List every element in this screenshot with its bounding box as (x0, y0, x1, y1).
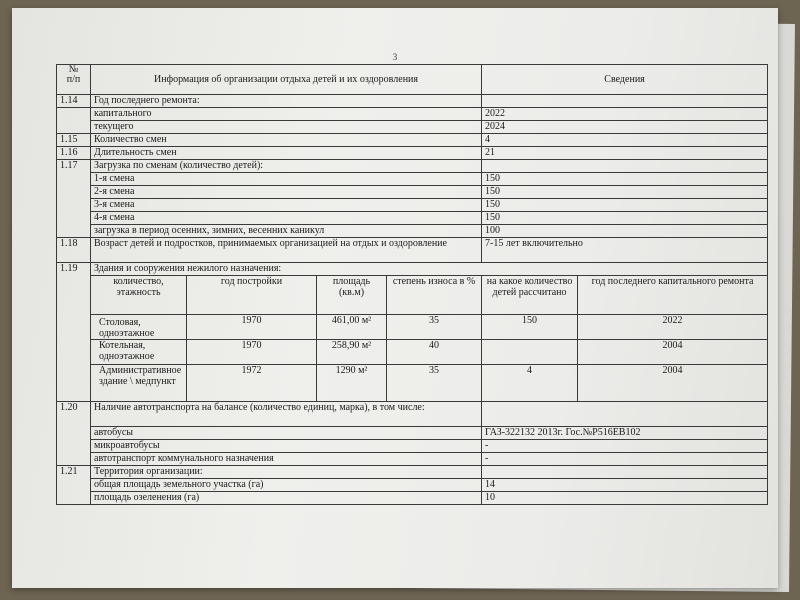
table-row (57, 427, 768, 440)
table-row (57, 147, 768, 160)
table-row (57, 108, 768, 121)
col-header: на какое количество детей рассчитано (482, 276, 578, 315)
empty-cell (57, 479, 91, 492)
empty-cell (57, 492, 91, 505)
building-row (57, 340, 768, 365)
table-row (57, 121, 768, 134)
building-name: Административное здание \ медпункт (91, 365, 187, 402)
building-repair: 2004 (578, 340, 768, 365)
row-value: 4 (482, 134, 768, 147)
building-name: Столовая, одноэтажное (91, 315, 187, 340)
row-label: 2-я смена (91, 186, 482, 199)
table-row (57, 212, 768, 225)
table-row (57, 199, 768, 212)
row-value: 150 (482, 186, 768, 199)
row-value: - (482, 453, 768, 466)
buildings-header-row (57, 276, 768, 315)
row-value (482, 402, 768, 427)
row-label: Наличие автотранспорта на балансе (количество единиц, марка), в том числе: (91, 402, 482, 427)
page-number: 3 (392, 52, 398, 62)
row-value: 2022 (482, 108, 768, 121)
building-area: 1290 м² (317, 365, 387, 402)
building-repair: 2004 (578, 365, 768, 402)
building-area: 461,00 м² (317, 315, 387, 340)
row-label: загрузка в период осенних, зимних, весенних каникул (91, 225, 482, 238)
building-year: 1972 (187, 365, 317, 402)
row-value: 14 (482, 479, 768, 492)
row-value: 2024 (482, 121, 768, 134)
row-label: автотранспорт коммунального назначения (91, 453, 482, 466)
header-num: № п/п (57, 65, 91, 95)
empty-cell (57, 340, 91, 365)
building-year: 1970 (187, 340, 317, 365)
row-value: 7-15 лет включительно (482, 238, 768, 263)
row-label: 4-я смена (91, 212, 482, 225)
table-row (57, 453, 768, 466)
row-number: 1.19 (57, 263, 91, 276)
col-header: количество, этажность (91, 276, 187, 315)
empty-cell (57, 212, 91, 225)
row-label: общая площадь земельного участка (га) (91, 479, 482, 492)
row-number: 1.21 (57, 466, 91, 479)
table-row (57, 95, 768, 108)
row-label: Количество смен (91, 134, 482, 147)
building-row (57, 365, 768, 402)
row-value (482, 466, 768, 479)
table-row (57, 238, 768, 263)
empty-cell (57, 440, 91, 453)
table-row (57, 134, 768, 147)
col-header: площадь (кв.м) (317, 276, 387, 315)
row-value: 150 (482, 212, 768, 225)
row-value: ГАЗ-322132 2013г. Гос.№Р516ЕВ102 (482, 427, 768, 440)
table-row (57, 402, 768, 427)
building-name: Котельная, одноэтажное (91, 340, 187, 365)
col-header: год последнего капитального ремонта (578, 276, 768, 315)
info-table (56, 64, 768, 505)
row-number: 1.18 (57, 238, 91, 263)
row-label: Длительность смен (91, 147, 482, 160)
row-number: 1.20 (57, 402, 91, 427)
building-capacity (482, 340, 578, 365)
row-label: Год последнего ремонта: (91, 95, 482, 108)
row-value: 10 (482, 492, 768, 505)
row-label: 3-я смена (91, 199, 482, 212)
row-value (482, 160, 768, 173)
table-row (57, 225, 768, 238)
empty-cell (57, 225, 91, 238)
row-value: 21 (482, 147, 768, 160)
row-label: Возраст детей и подростков, принимаемых организацией на отдых и оздоровление (91, 238, 482, 263)
table-row (57, 263, 768, 276)
row-label: Территория организации: (91, 466, 482, 479)
row-label: текущего (91, 121, 482, 134)
col-header: степень износа в % (387, 276, 482, 315)
row-value: - (482, 440, 768, 453)
row-number: 1.15 (57, 134, 91, 147)
empty-cell (57, 108, 91, 121)
empty-cell (57, 276, 91, 315)
row-number: 1.17 (57, 160, 91, 173)
row-value: 100 (482, 225, 768, 238)
row-value (482, 95, 768, 108)
building-area: 258,90 м² (317, 340, 387, 365)
header-info: Информация об организации отдыха детей и их оздоровления (91, 65, 482, 95)
empty-cell (57, 365, 91, 402)
table-row (57, 186, 768, 199)
empty-cell (57, 427, 91, 440)
empty-cell (57, 186, 91, 199)
row-label: автобусы (91, 427, 482, 440)
empty-cell (57, 121, 91, 134)
table-row (57, 173, 768, 186)
row-label: 1-я смена (91, 173, 482, 186)
table-row (57, 479, 768, 492)
table-row (57, 492, 768, 505)
building-wear: 35 (387, 365, 482, 402)
row-label: микроавтобусы (91, 440, 482, 453)
empty-cell (57, 315, 91, 340)
header-details: Сведения (482, 65, 768, 95)
table-header-row (57, 65, 768, 95)
building-repair: 2022 (578, 315, 768, 340)
row-value: 150 (482, 199, 768, 212)
building-wear: 40 (387, 340, 482, 365)
building-row (57, 315, 768, 340)
col-header: год постройки (187, 276, 317, 315)
row-label: Здания и сооружения нежилого назначения: (91, 263, 768, 276)
table-row (57, 160, 768, 173)
row-number: 1.14 (57, 95, 91, 108)
building-capacity: 150 (482, 315, 578, 340)
empty-cell (57, 173, 91, 186)
row-label: капитального (91, 108, 482, 121)
row-number: 1.16 (57, 147, 91, 160)
row-value: 150 (482, 173, 768, 186)
building-year: 1970 (187, 315, 317, 340)
building-capacity: 4 (482, 365, 578, 402)
empty-cell (57, 199, 91, 212)
row-label: площадь озеленения (га) (91, 492, 482, 505)
table-row (57, 466, 768, 479)
empty-cell (57, 453, 91, 466)
row-label: Загрузка по сменам (количество детей): (91, 160, 482, 173)
table-row (57, 440, 768, 453)
building-wear: 35 (387, 315, 482, 340)
